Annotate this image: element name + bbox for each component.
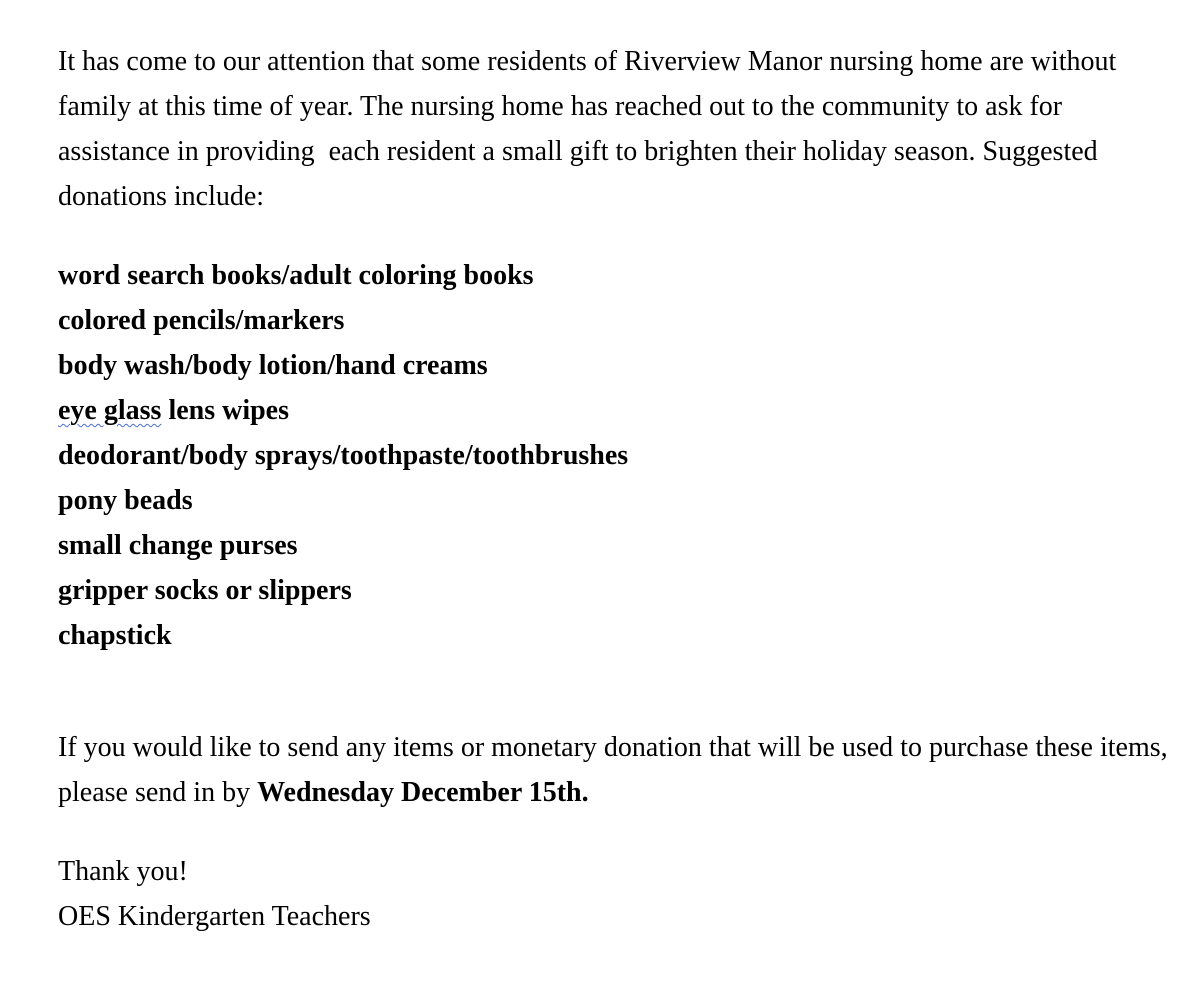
donation-list [58, 253, 1168, 658]
document-body [58, 39, 1175, 939]
closing-paragraph [58, 725, 1175, 815]
list-item: pony beads [58, 485, 193, 516]
list-item: colored pencils/markers [58, 305, 345, 336]
list-item: word search books/adult coloring books [58, 260, 534, 291]
list-item-text: lens wipes [161, 395, 290, 426]
signoff-block [58, 849, 1168, 939]
signature-line: OES Kindergarten Teachers [58, 901, 371, 932]
intro-paragraph: It has come to our attention that some residents of Riverview Manor nursing home are without family at this time of year. The nursing home has reached out to the community to ask for assistance in providing each resident a small gift to brighten their holiday season. Suggested donations include: [58, 46, 1124, 212]
list-item: deodorant/body sprays/toothpaste/toothbrushes [58, 440, 629, 471]
list-item: chapstick [58, 620, 172, 651]
list-item-spellcheck [58, 388, 1168, 433]
list-item: gripper socks or slippers [58, 575, 352, 606]
deadline-text: Wednesday December 15th. [257, 777, 589, 808]
thanks-line: Thank you! [58, 856, 188, 887]
list-item: body wash/body lotion/hand creams [58, 350, 488, 381]
spellcheck-flagged-text[interactable]: eye glass [58, 395, 162, 426]
closing-text: If you would like to send any items or monetary donation that will be used to purchase these items, please send in by [58, 732, 1175, 808]
list-item: small change purses [58, 530, 298, 561]
